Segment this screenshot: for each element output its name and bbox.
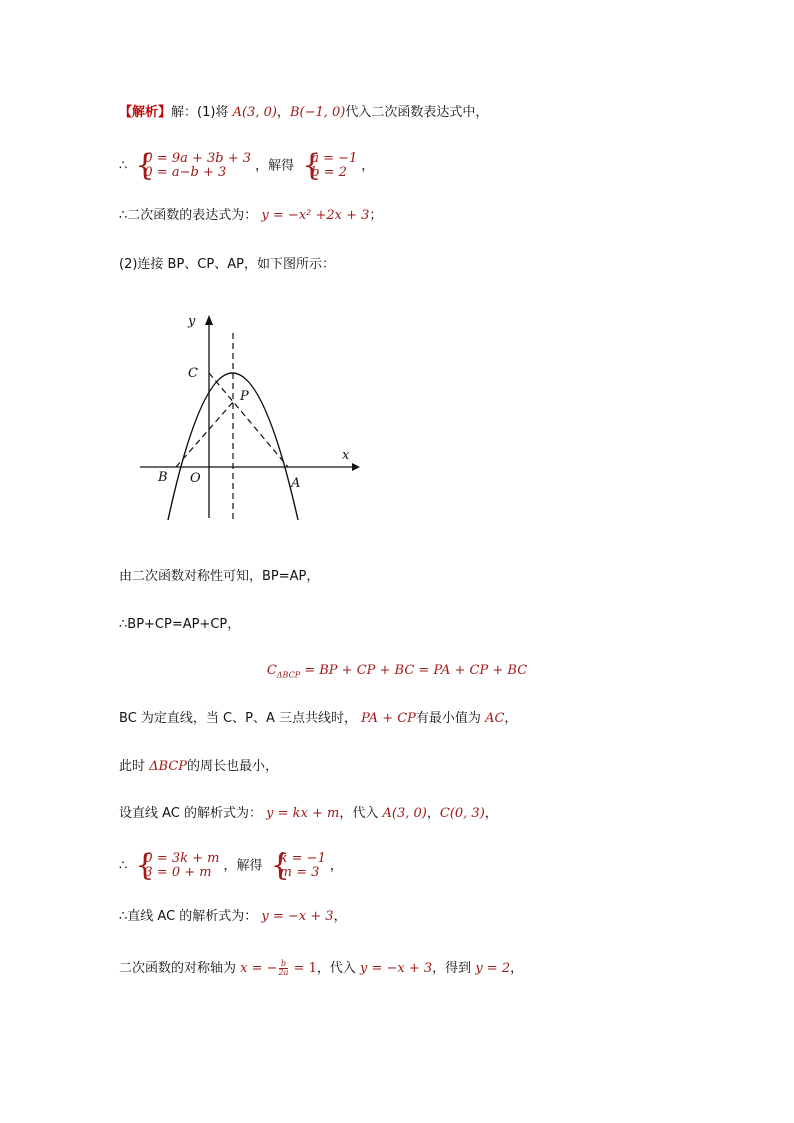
line10-formula1: y = kx + m [266, 806, 340, 821]
y-axis-arrow [205, 315, 213, 325]
system2-eq-2: 3 = 0 + m [144, 865, 212, 880]
solution-line-1 [119, 104, 488, 122]
line8-text1: BC 为定直线，当 C、P、A 三点共线时， [119, 711, 357, 726]
solution-line-10 [119, 805, 498, 823]
solve-text: ，解得 [255, 158, 295, 174]
line1-prefix: 解：(1)将 [171, 105, 229, 120]
equation-system-2: { 0 = 3k + m 3 = 0 + m [135, 848, 220, 883]
solution-line-3 [119, 207, 382, 225]
line10-comma: ， [426, 806, 440, 821]
line13-formula3: y = 2 [475, 961, 511, 976]
line13-eq-one: = 1 [289, 961, 317, 976]
therefore-symbol-2: ∴ [119, 858, 128, 874]
fraction-denominator: 2a [278, 968, 289, 977]
line3-text: ∴二次函数的表达式为： [119, 208, 258, 223]
quadratic-formula: y = −x² +2x + 3 [261, 208, 370, 223]
point-a: A(3, 0) [232, 105, 277, 120]
solution-m: m = 3 [279, 865, 320, 880]
line12-end: ， [333, 909, 347, 924]
solve-text-2: ，解得 [223, 858, 263, 874]
line2-end: ， [361, 158, 375, 174]
solution-line-9 [119, 758, 278, 776]
line12-text: ∴直线 AC 的解析式为： [119, 909, 258, 924]
line11-end: ， [329, 858, 343, 874]
segment-cp-ca [209, 373, 288, 467]
line4-text: (2)连接 BP、CP、AP，如下图所示： [119, 257, 335, 272]
line3-end: ； [369, 208, 383, 223]
label-y: y [188, 314, 196, 329]
line10-point-c: C(0, 3) [439, 806, 485, 821]
solution-line-8 [119, 710, 517, 728]
line9-text2: 的周长也最小， [187, 759, 279, 774]
equation-system: { 0 = 9a + 3b + 3 0 = a−b + 3 [135, 148, 252, 183]
perimeter-formula [0, 662, 794, 685]
line8-end: ， [504, 711, 518, 726]
line13-x-eq: x = − [240, 961, 278, 976]
line10-end: ， [484, 806, 498, 821]
fraction-numerator: b [279, 960, 289, 969]
perimeter-rest: = BP + CP + BC = PA + CP + BC [300, 663, 528, 678]
line8-formula2: AC [485, 711, 505, 726]
parabola-figure [130, 305, 370, 530]
solution-a: a = −1 [311, 151, 358, 166]
solution-line-2 [119, 148, 375, 183]
solution-line-6 [119, 616, 240, 634]
line13-formula2: y = −x + 3 [360, 961, 433, 976]
analysis-tag: 【解析】 [119, 105, 172, 120]
line10-text1: 设直线 AC 的解析式为： [119, 806, 263, 821]
system-eq-2: 0 = a−b + 3 [144, 165, 227, 180]
system2-eq-1: 0 = 3k + m [144, 851, 220, 866]
line8-formula1: PA + CP [361, 711, 416, 726]
label-c: C [188, 366, 198, 381]
solution-system-2: { k = −1 m = 3 [270, 848, 326, 883]
solution-line-4 [119, 256, 335, 274]
label-b: B [158, 470, 168, 485]
line1-comma: ， [276, 105, 290, 120]
solution-b: b = 2 [311, 165, 347, 180]
solution-line-12 [119, 908, 347, 926]
label-a: A [291, 476, 301, 491]
line10-text2: ，代入 [339, 806, 379, 821]
line9-formula: ΔBCP [149, 759, 188, 774]
segment-bp [176, 402, 233, 467]
solution-line-5 [119, 568, 319, 586]
label-p: P [240, 389, 249, 404]
point-b: B(−1, 0) [289, 105, 346, 120]
therefore-symbol: ∴ [119, 158, 128, 174]
line13-text1: 二次函数的对称轴为 [119, 961, 237, 976]
line13-text2: ，代入 [316, 961, 356, 976]
line13-text3: ，得到 [432, 961, 472, 976]
solution-line-11 [119, 848, 343, 883]
solution-k: k = −1 [279, 851, 326, 866]
x-axis-arrow [352, 463, 360, 471]
line10-point-a: A(3, 0) [382, 806, 427, 821]
line1-suffix: 代入二次函数表达式中， [345, 105, 489, 120]
axis-fraction [279, 960, 289, 977]
line9-text1: 此时 [119, 759, 146, 774]
label-o: O [190, 471, 201, 486]
line5-text: 由二次函数对称性可知，BP=AP， [119, 569, 320, 584]
perimeter-sub: ΔBCP [276, 670, 301, 680]
solution-line-13 [119, 960, 523, 978]
label-x: x [342, 448, 350, 463]
line8-text2: 有最小值为 [415, 711, 481, 726]
line13-end: ， [510, 961, 524, 976]
solution-system: { a = −1 b = 2 [302, 148, 358, 183]
line12-formula: y = −x + 3 [261, 909, 334, 924]
perimeter-c: C [266, 663, 277, 678]
system-eq-1: 0 = 9a + 3b + 3 [144, 151, 252, 166]
line6-text: ∴BP+CP=AP+CP， [119, 617, 241, 632]
